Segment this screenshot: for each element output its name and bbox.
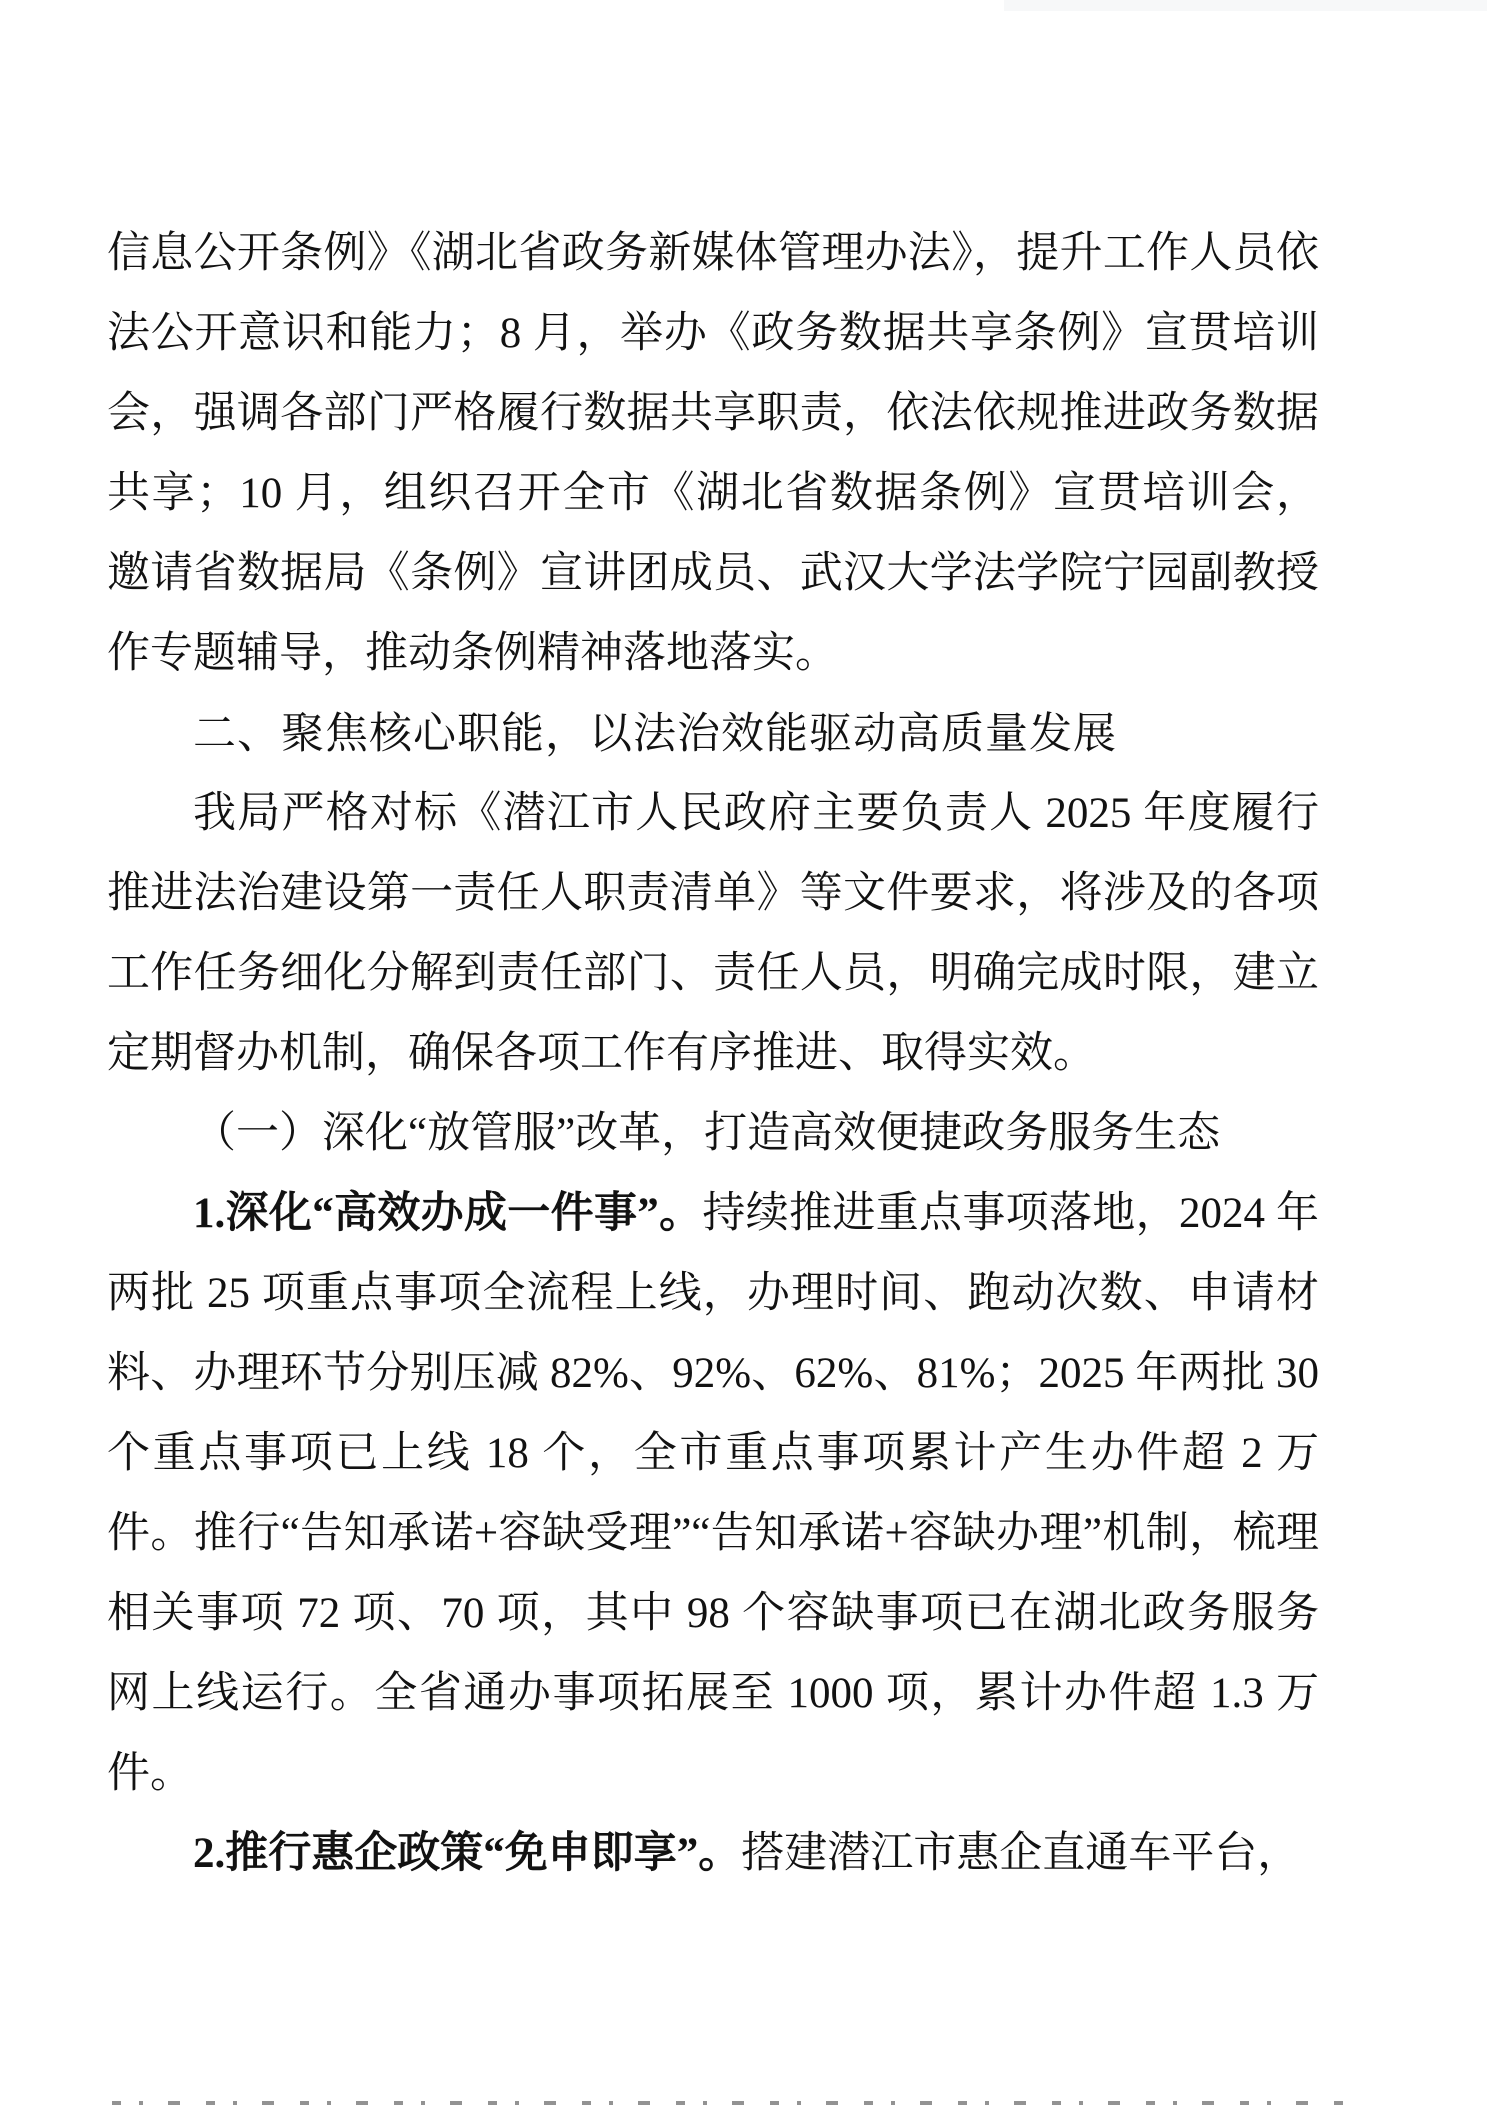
item-2-body: 搭建潜江市惠企直通车平台，	[741, 1830, 1301, 1877]
continuation-paragraph: 信息公开条例》《湖北省政务新媒体管理办法》，提升工作人员依法公开意识和能力；8 月，举办《政务数据共享条例》宣贯培训会，强调各部门严格履行数据共享职责，依法依规推进政务数据共享；10 月，组织召开全市《湖北省数据条例》宣贯培训会，邀请省数据局《条例》宣讲团成员、武汉大学法学院宁园副教授作专题辅导，推动条例精神落地落实。	[107, 230, 1319, 677]
clipped-next-line-fragment	[112, 2101, 1352, 2105]
document-body	[107, 214, 1319, 1894]
scan-artifact-strip	[1004, 0, 1487, 11]
item-2-paragraph	[107, 1814, 1319, 1894]
item-1-paragraph	[107, 1174, 1319, 1814]
subsection-heading: （一）深化“放管服”改革，打造高效便捷政务服务生态	[193, 1110, 1221, 1157]
item-1-lead: 1.深化“高效办成一件事”。	[193, 1190, 703, 1237]
item-2-lead: 2.推行惠企政策“免申即享”。	[193, 1830, 742, 1877]
section-heading: 二、聚焦核心职能，以法治效能驱动高质量发展	[193, 710, 1117, 758]
item-1-body: 持续推进重点事项落地，2024 年两批 25 项重点事项全流程上线，办理时间、跑动次数、申请材料、办理环节分别压减 82%、92%、62%、81%；2025 年两批 30 个重点事项已上线 18 个，全市重点事项累计产生办件超 2 万件。推行“告知承诺+容缺受理”“告知承诺+容缺办理”机制，梳理相关事项 72 项、70 项，其中 98 个容缺事项已在湖北政务服务网上线运行。全省通办事项拓展至 1000 项，累计办件超 1.3 万件。	[107, 1190, 1320, 1797]
section-intro-paragraph: 我局严格对标《潜江市人民政府主要负责人 2025 年度履行推进法治建设第一责任人职责清单》等文件要求，将涉及的各项工作任务细化分解到责任部门、责任人员，明确完成时限，建立定期督办机制，确保各项工作有序推进、取得实效。	[107, 790, 1319, 1077]
